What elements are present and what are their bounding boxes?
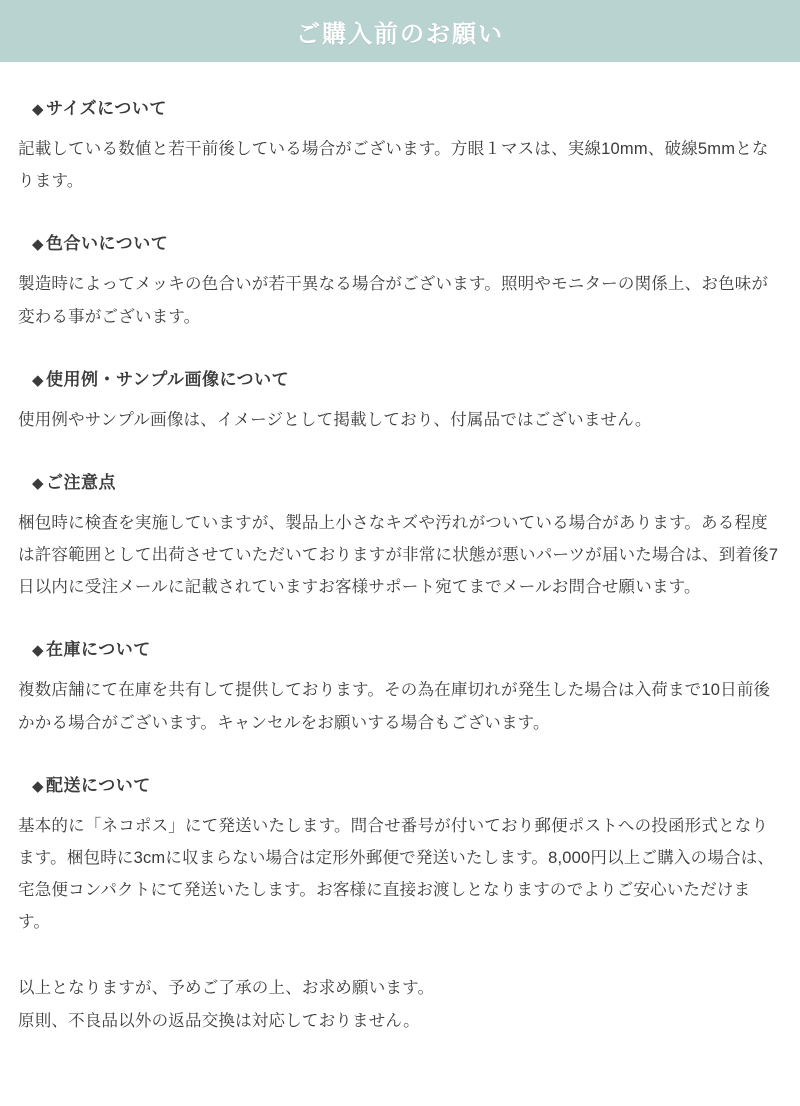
section-body-stock-text: 複数店舗にて在庫を共有して提供しております。その為在庫切れが発生した場合は入荷まで10日前後かかる場合がございます。キャンセルをお願いする場合もございます。 bbox=[18, 681, 771, 732]
section-heading-size bbox=[32, 94, 782, 119]
section-cautions bbox=[18, 468, 782, 604]
section-heading-stock-label: 在庫について bbox=[46, 640, 151, 660]
section-body-shipping-text: 基本的に「ネコポス」にて発送いたします。問合せ番号が付いており郵便ポストへの投函形式となります。梱包時に3cmに収まらない場合は定形外郵便で発送いたします。8,000円以上ご購入の場合は、宅急便コンパクトにて発送いたします。お客様に直接お渡しとなりますのでよりご安心いただけます。 bbox=[18, 816, 775, 932]
diamond-bullet-icon: ◆ bbox=[32, 236, 45, 254]
section-heading-size-label: サイズについて bbox=[46, 99, 167, 118]
section-heading-shipping-label: 配送について bbox=[46, 775, 151, 795]
section-color bbox=[18, 229, 782, 332]
section-heading-color-label: 色合いについて bbox=[46, 234, 169, 254]
page-title: ご購入前のお願い bbox=[296, 20, 504, 48]
diamond-bullet-icon: ◆ bbox=[32, 777, 45, 795]
section-body-size-text: 記載している数値と若干前後している場合がございます。方眼１マスは、実線10mm、破線5mmとなります。 bbox=[18, 140, 769, 191]
diamond-bullet-icon: ◆ bbox=[32, 474, 45, 492]
section-heading-cautions-label: ご注意点 bbox=[46, 472, 117, 492]
section-body-color-text: 製造時によってメッキの色合いが若干異なる場合がございます。照明やモニターの関係上、お色味が変わる事がございます。 bbox=[18, 275, 769, 326]
section-body-stock bbox=[18, 674, 782, 738]
section-heading-cautions bbox=[32, 468, 782, 493]
section-stock bbox=[18, 635, 782, 738]
section-body-color bbox=[18, 268, 782, 332]
section-heading-color bbox=[32, 229, 782, 254]
section-heading-sample-images-label: 使用例・サンプル画像について bbox=[46, 369, 290, 389]
section-body-cautions bbox=[18, 507, 782, 604]
section-heading-sample-images bbox=[32, 365, 782, 390]
diamond-bullet-icon: ◆ bbox=[32, 642, 45, 660]
closing-note bbox=[18, 972, 782, 1036]
closing-line-1: 以上となりますが、予めご了承の上、お求め願います。 bbox=[18, 979, 435, 998]
section-sample-images bbox=[18, 365, 782, 436]
section-size bbox=[18, 94, 782, 197]
section-shipping bbox=[18, 771, 782, 939]
section-heading-shipping bbox=[32, 771, 782, 796]
notice-content bbox=[0, 94, 800, 1057]
diamond-bullet-icon: ◆ bbox=[32, 371, 45, 389]
section-body-size bbox=[18, 133, 782, 197]
closing-line-2: 原則、不良品以外の返品交換は対応しておりません。 bbox=[18, 1011, 420, 1030]
page-header bbox=[0, 0, 800, 62]
diamond-bullet-icon: ◆ bbox=[32, 101, 45, 118]
section-body-shipping bbox=[18, 810, 782, 939]
section-body-sample-images bbox=[18, 404, 782, 436]
section-heading-stock bbox=[32, 635, 782, 660]
section-body-sample-images-text: 使用例やサンプル画像は、イメージとして掲載しており、付属品ではございません。 bbox=[18, 410, 652, 429]
section-body-cautions-text: 梱包時に検査を実施していますが、製品上小さなキズや汚れがついている場合があります。ある程度は許容範囲として出荷させていただいておりますが非常に状態が悪いパーツが届いた場合は、到着後7日以内に受注メールに記載されていますお客様サポート宛てまでメールお問合せ願います。 bbox=[18, 513, 779, 597]
